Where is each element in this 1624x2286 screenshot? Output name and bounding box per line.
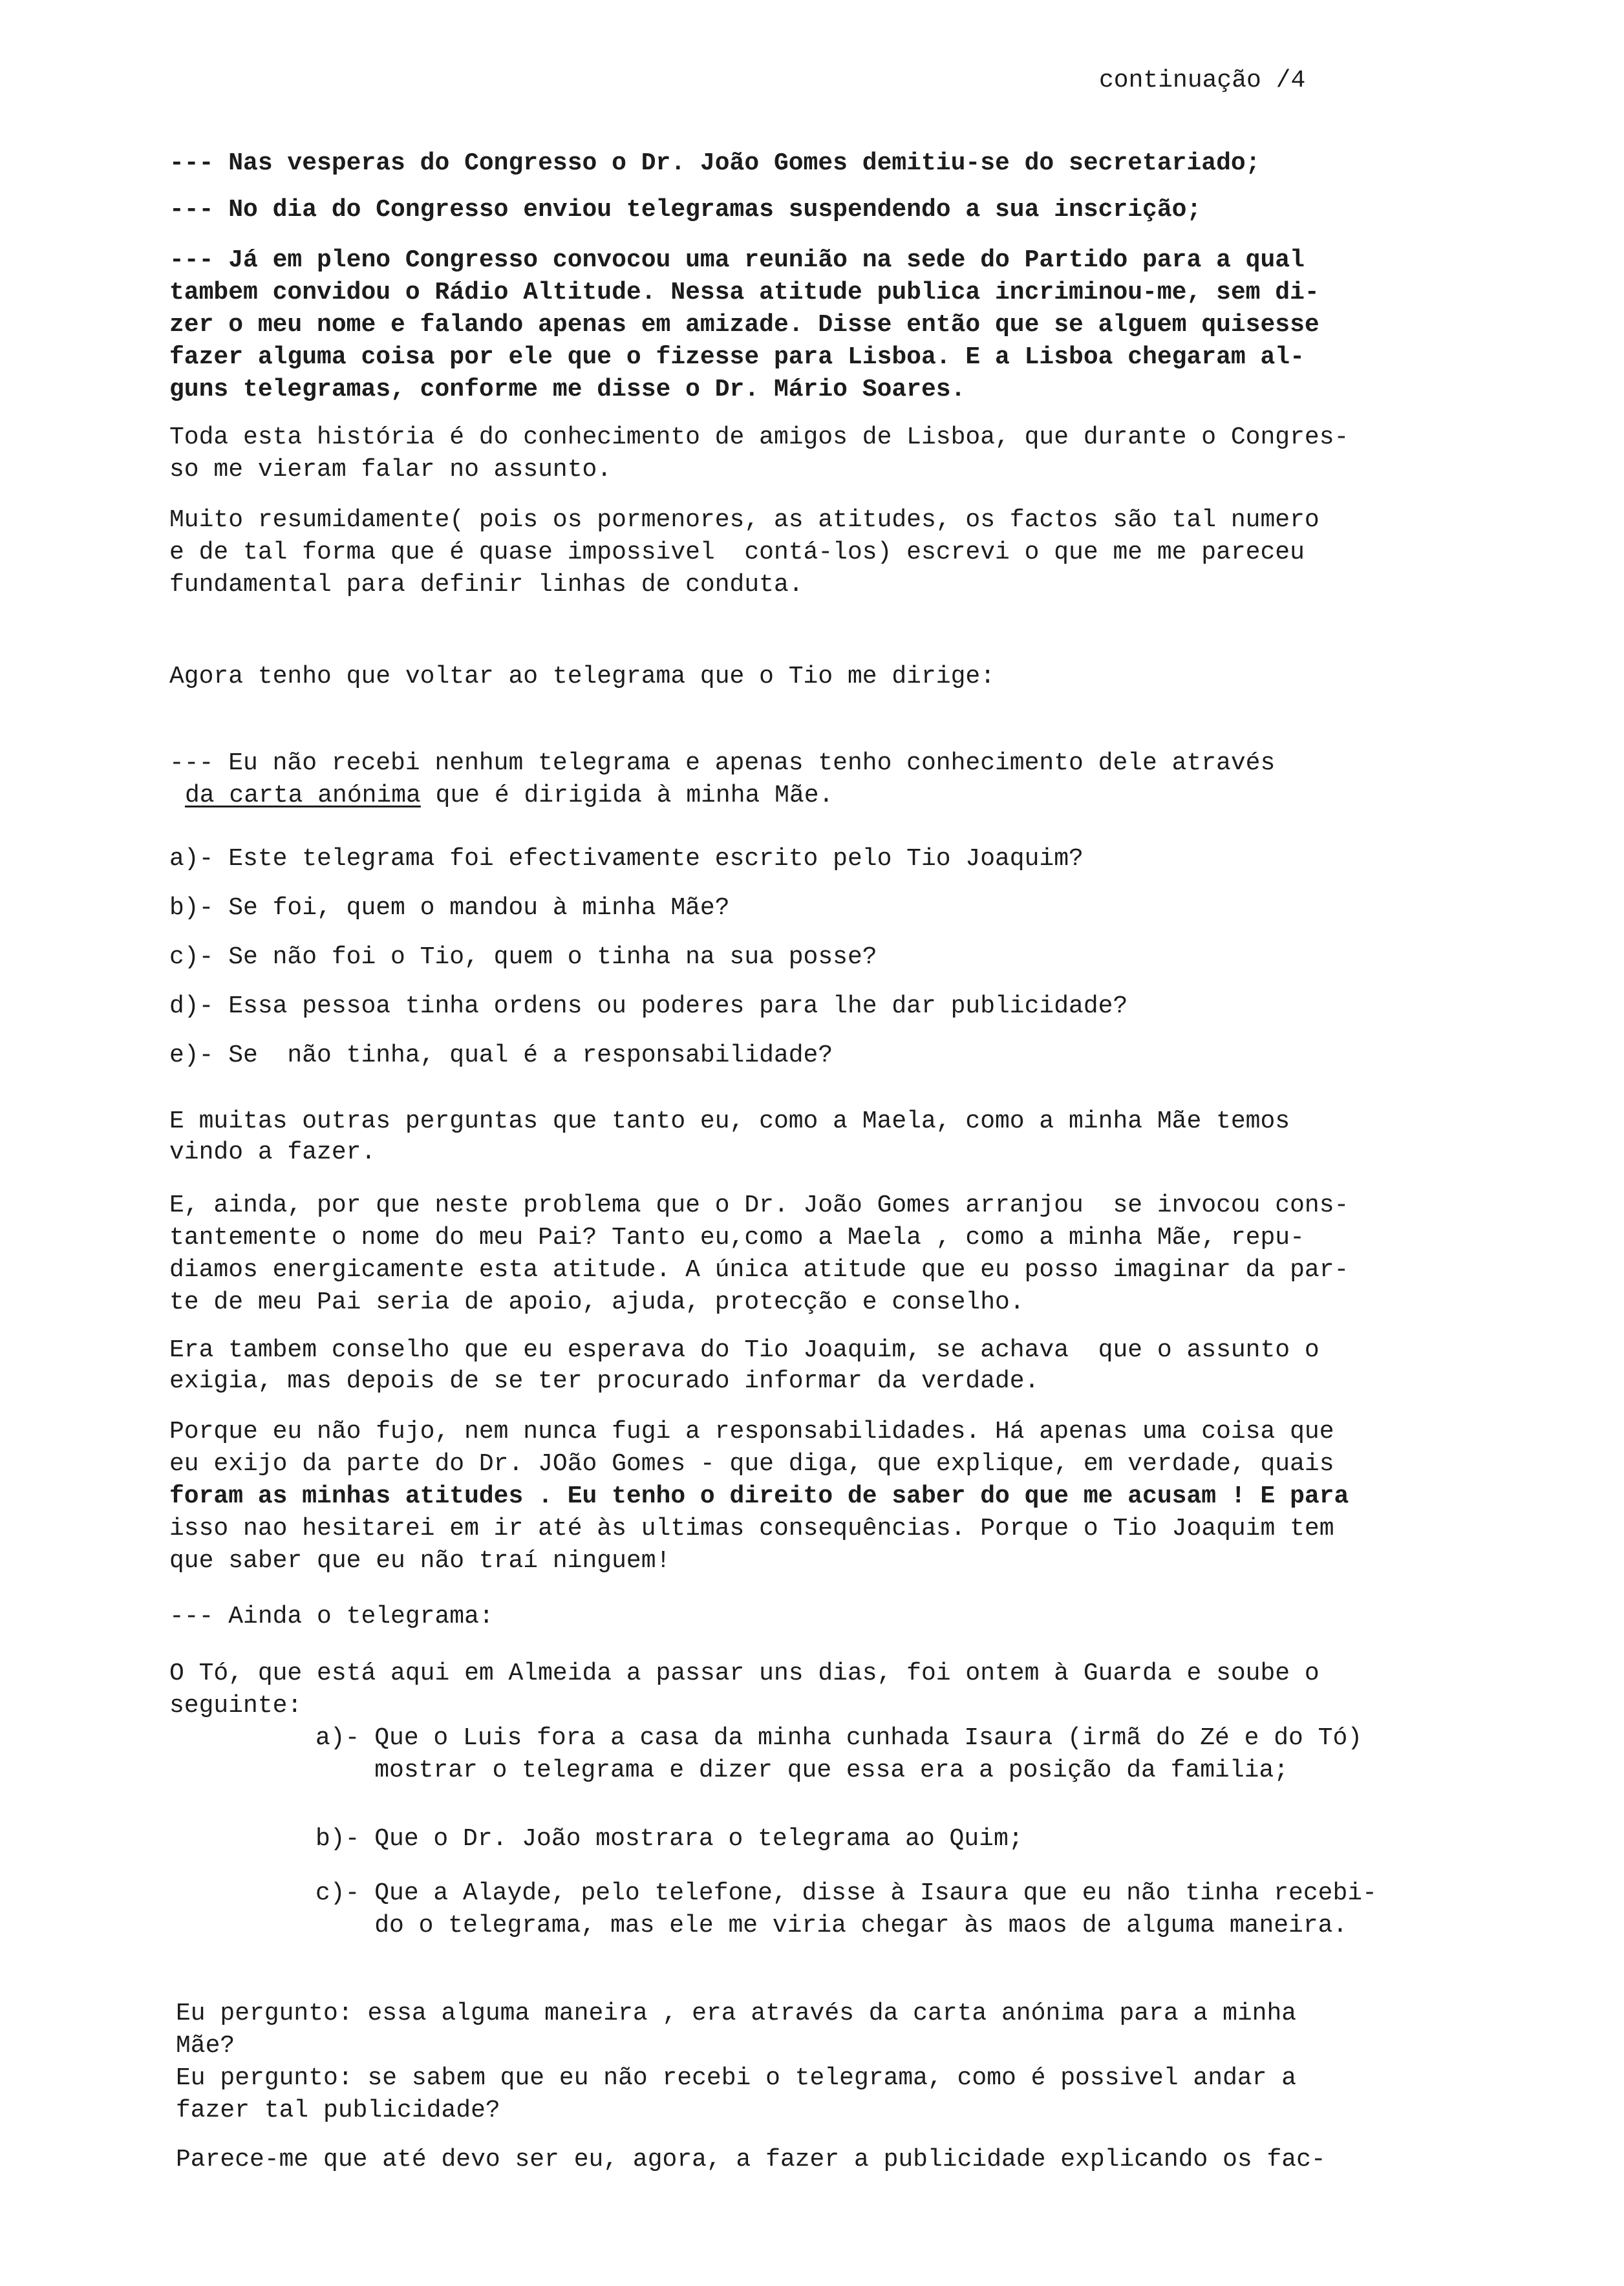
question-item: b)- Se foi, quem o mandou à minha Mãe? <box>169 894 730 922</box>
text-line: E muitas outras perguntas que tanto eu, como a Maela, como a minha Mãe temos <box>169 1107 1290 1135</box>
question-item: c)- Se não foi o Tio, quem o tinha na sua posse? <box>169 943 877 971</box>
question-item: e)- Se não tinha, qual é a responsabilidade? <box>169 1042 833 1069</box>
text-line: --- No dia do Congresso enviou telegramas suspendendo a sua inscrição; <box>169 196 1202 224</box>
question-item: d)- Essa pessoa tinha ordens ou poderes para lhe dar publicidade? <box>169 992 1128 1020</box>
text-fragment: que é dirigida à minha Mãe. <box>420 782 834 809</box>
text-line: tambem convidou o Rádio Altitude. Nessa atitude publica incriminou-me, sem di- <box>169 279 1320 306</box>
text-line: O Tó, que está aqui em Almeida a passar uns dias, foi ontem à Guarda e soube o <box>169 1660 1320 1687</box>
sub-item: do o telegrama, mas ele me viria chegar às maos de alguma maneira. <box>315 1912 1348 1939</box>
sub-item: b)- Que o Dr. João mostrara o telegrama ao Quim; <box>315 1825 1023 1853</box>
text-line: Era tambem conselho que eu esperava do Tio Joaquim, se achava que o assunto o <box>169 1336 1320 1364</box>
text-line: Parece-me que até devo ser eu, agora, a fazer a publicidade explicando os fac- <box>176 2146 1326 2174</box>
text-line: E, ainda, por que neste problema que o Dr. João Gomes arranjou se invocou cons- <box>169 1191 1349 1219</box>
text-line: --- Eu não recebi nenhum telegrama e apenas tenho conhecimento dele através <box>169 749 1276 777</box>
sub-item: mostrar o telegrama e dizer que essa era a posição da familia; <box>315 1757 1289 1784</box>
text-line: Mãe? <box>176 2032 235 2060</box>
text-line: fazer alguma coisa por ele que o fizesse para Lisboa. E a Lisboa chegaram al- <box>169 343 1305 371</box>
text-line: Eu pergunto: se sabem que eu não recebi o telegrama, como é possivel andar a <box>176 2064 1297 2092</box>
text-line: Eu pergunto: essa alguma maneira , era através da carta anónima para a minha <box>176 2000 1297 2027</box>
text-line: guns telegramas, conforme me disse o Dr. Mário Soares. <box>169 376 966 403</box>
text-line: e de tal forma que é quase impossivel contá-los) escrevi o que me me pareceu <box>169 539 1305 566</box>
text-line: eu exijo da parte do Dr. JOão Gomes - que diga, que explique, em verdade, quais <box>169 1450 1334 1478</box>
text-line: Agora tenho que voltar ao telegrama que o Tio me dirige: <box>169 663 996 690</box>
text-line <box>185 780 833 812</box>
text-line: --- Ainda o telegrama: <box>169 1603 494 1630</box>
text-line: zer o meu nome e falando apenas em amizade. Disse então que se alguem quisesse <box>169 311 1320 339</box>
text-line: que saber que eu não traí ninguem! <box>169 1547 671 1575</box>
text-line: diamos energicamente esta atitude. A única atitude que eu posso imaginar da par- <box>169 1256 1349 1284</box>
text-line: fundamental para definir linhas de conduta. <box>169 571 804 599</box>
text-line: --- Nas vesperas do Congresso o Dr. João Gomes demitiu-se do secretariado; <box>169 149 1261 177</box>
text-line: tantemente o nome do meu Pai? Tanto eu,como a Maela , como a minha Mãe, repu- <box>169 1224 1305 1252</box>
text-line: isso nao hesitarei em ir até às ultimas consequências. Porque o Tio Joaquim tem <box>169 1515 1334 1543</box>
text-line: Muito resumidamente( pois os pormenores, as atitudes, os factos são tal numero <box>169 506 1320 534</box>
text-line: te de meu Pai seria de apoio, ajuda, protecção e conselho. <box>169 1288 1025 1316</box>
text-line: foram as minhas atitudes . Eu tenho o direito de saber do que me acusam ! E para <box>169 1482 1349 1510</box>
sub-item: a)- Que o Luis fora a casa da minha cunhada Isaura (irmã do Zé e do Tó) <box>315 1724 1363 1752</box>
text-line: Toda esta história é do conhecimento de amigos de Lisboa, que durante o Congres- <box>169 423 1349 451</box>
page-header: continuação /4 <box>1099 67 1306 94</box>
underlined-phrase: da carta anónima <box>185 782 421 809</box>
text-line: --- Já em pleno Congresso convocou uma reunião na sede do Partido para a qual <box>169 246 1305 274</box>
text-line: so me vieram falar no assunto. <box>169 456 612 484</box>
text-line: Porque eu não fujo, nem nunca fugi a responsabilidades. Há apenas uma coisa que <box>169 1418 1334 1446</box>
question-item: a)- Este telegrama foi efectivamente escrito pelo Tio Joaquim? <box>169 845 1084 873</box>
text-line: vindo a fazer. <box>169 1138 376 1166</box>
text-line: exigia, mas depois de se ter procurado informar da verdade. <box>169 1367 1040 1395</box>
text-line: fazer tal publicidade? <box>176 2097 500 2124</box>
sub-item: c)- Que a Alayde, pelo telefone, disse à Isaura que eu não tinha recebi- <box>315 1879 1377 1907</box>
text-line: seguinte: <box>169 1692 303 1720</box>
